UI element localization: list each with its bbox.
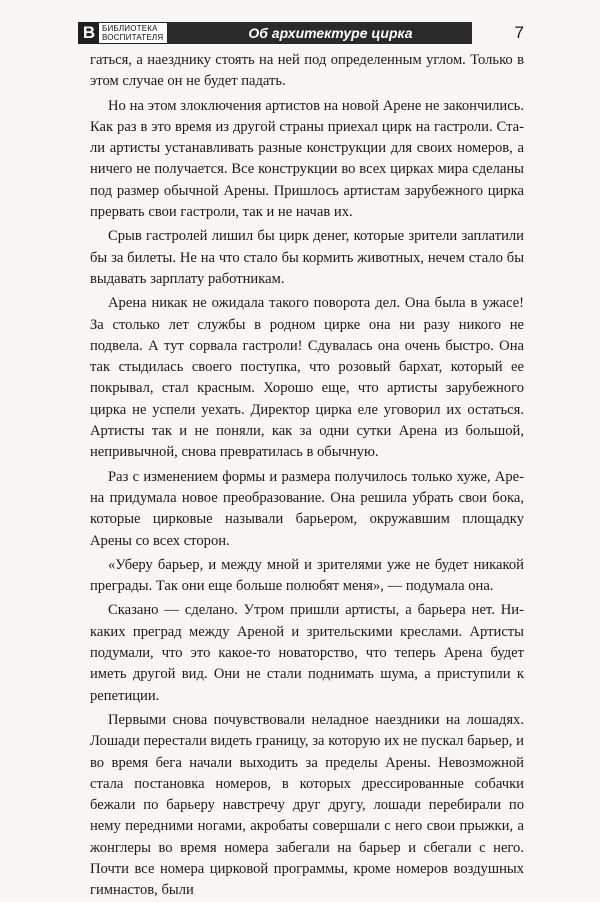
series-logo [78, 22, 168, 44]
chapter-title: Об архитектуре цирка [168, 22, 472, 44]
paragraph: гаться, а наезднику стоять на ней под определенным углом. Только в этом случае он не будет падать. [90, 52, 524, 90]
page-body [90, 50, 524, 902]
running-header [78, 22, 524, 44]
paragraph: Но на этом злоключения артистов на новой Арене не закончились. Как раз в это время из другой страны приехал цирк на гастроли. Стали артисты устанавливать разные конструкции для своих номеров, а ничего не получается. Все конструкции во всех цирках мира сделаны под размер обычной Арены. Пришлось артистам зарубежного цирка прервать свои гастроли, так и не начав их. [90, 97, 524, 221]
paragraph: Срыв гастролей лишил бы цирк денег, которые зрители заплатили бы за билеты. Не на что стало бы кормить животных, нечем стало бы выдавать зарплату работникам. [90, 228, 524, 287]
paragraph: «Уберу барьер, и между мной и зрителями уже не будет никакой преграды. Так они еще больше полюбят меня», — подумала она. [90, 556, 524, 595]
paragraph: Первыми снова почувствовали неладное наездники на лошадях. Лошади перестали видеть границу, за которую их не пускал барьер, и во время бега начали выходить за пределы Арены. Невозможной стала постановка номеров, в которых дрессированные собачки бежали по барьеру навстречу друг другу, лошади перебирали по нему передними ногами, акробаты совершали с него свои прыжки, а жонглеры во время номера забегали на барьер и сбегали с него. Почти все номера цирковой программы, кроме номеров воздушных гимнастов, были [90, 711, 524, 899]
logo-line-1: БИБЛИОТЕКА [102, 24, 158, 33]
paragraph: Раз с изменением формы и размера получилось только хуже, Арена придумала новое преобразование. Она решила убрать свои бока, которые цирковые называли барьером, окружавшим площадку Арены со всех сторон. [90, 468, 524, 549]
paragraph: Сказано — сделано. Утром пришли артисты, а барьера нет. Никаких преград между Ареной и зрительскими креслами. Артисты подумали, что это какое-то новаторство, что теперь Арена будет иметь другой вид. Они не стали поднимать шума, а приступили к репетиции. [90, 602, 524, 704]
paragraph: Арена никак не ожидала такого поворота дел. Она была в ужасе! За столько лет службы в родном цирке она ни разу никого не подвела. А тут сорвала гастроли! Сдувалась она очень быстро. Она так стыдилась своего поступка, что розовый бархат, который ее покрывал, стал красным. Хорошо еще, что артисты зарубежного цирка не успели уехать. Директор цирка еле уговорил их остаться. Артисты так и не поняли, как за одни сутки Арена из большой, непривычной, снова превратилась в обычную. [90, 295, 524, 461]
logo-letter: В [79, 23, 99, 43]
logo-text [99, 24, 167, 42]
logo-line-2: ВОСПИТАТЕЛЯ [102, 33, 164, 42]
page-number: 7 [514, 23, 524, 42]
